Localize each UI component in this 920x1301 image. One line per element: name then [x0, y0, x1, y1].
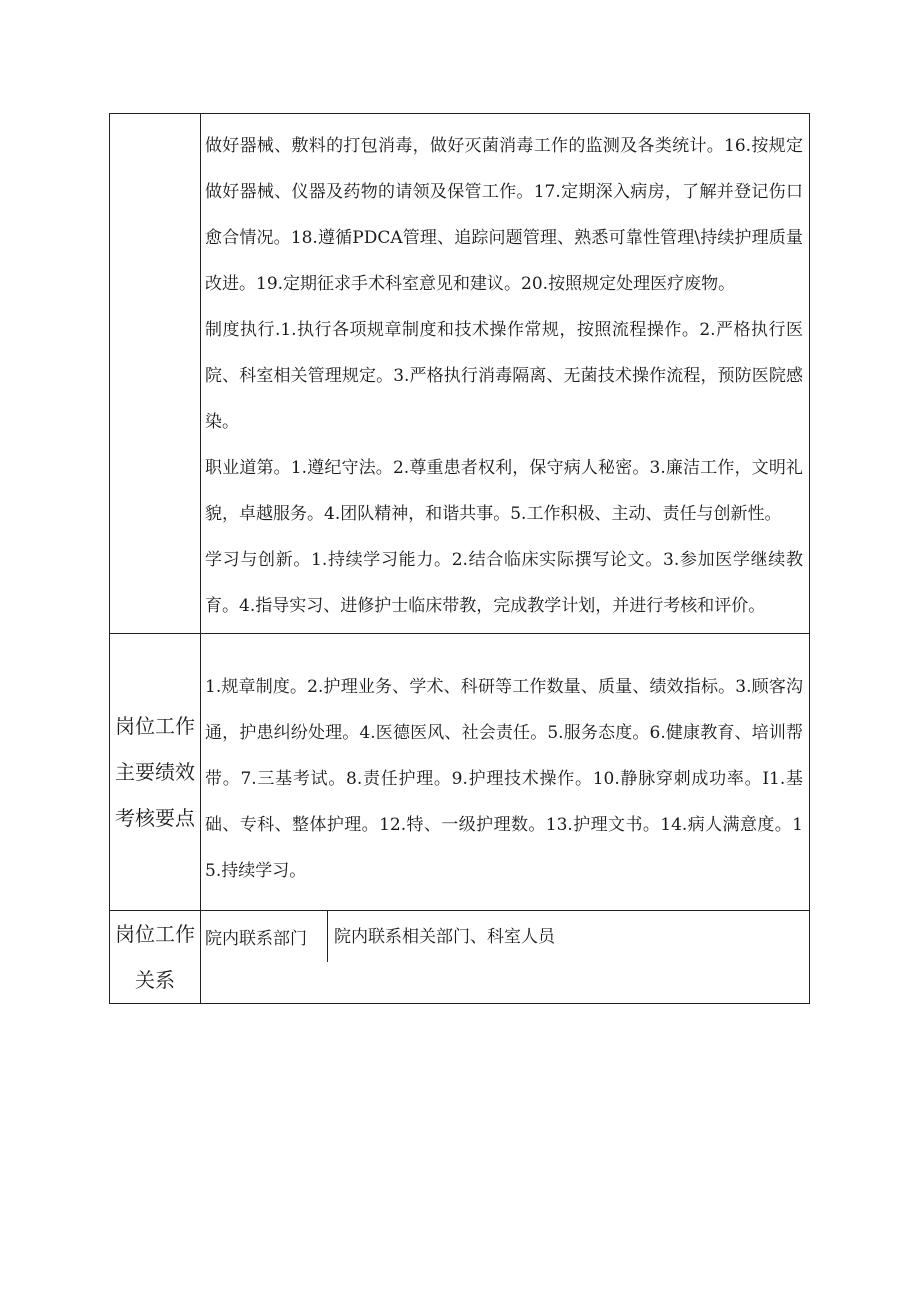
- duties-paragraph-4: 学习与创新。1.持续学习能力。2.结合临床实际撰写论文。3.参加医学继续教育。4.指导实习、进修护士临床带教，完成教学计划，并进行考核和评价。: [205, 550, 803, 616]
- relations-label: 岗位工作关系: [110, 911, 201, 1004]
- performance-row: [110, 634, 810, 911]
- duties-paragraph-2: 制度执行.1.执行各项规章制度和技术操作常规，按照流程操作。2.严格执行医院、科室相关管理规定。3.严格执行消毒隔离、无菌技术操作流程，预防医院感染。: [205, 320, 803, 432]
- duties-content-cell: [201, 114, 810, 634]
- relations-sub-label: 院内联系部门: [201, 911, 328, 962]
- duties-paragraph-1: 做好器械、敷料的打包消毒，做好灭菌消毒工作的监测及各类统计。16.按规定做好器械、仪器及药物的请领及保管工作。17.定期深入病房，了解并登记伤口愈合情况。18.遵循PDCA管理、追踪问题管理、熟悉可靠性管理\持续护理质量改进。19.定期征求手术科室意见和建议。20.按照规定处理医疗废物。: [205, 136, 803, 294]
- duties-row: [110, 114, 810, 634]
- relations-row: [110, 911, 810, 1004]
- performance-label: 岗位工作主要绩效考核要点: [110, 634, 201, 911]
- duties-paragraph-3: 职业道第。1.遵纪守法。2.尊重患者权利，保守病人秘密。3.廉洁工作，文明礼貌，卓越服务。4.团队精神，和谐共事。5.工作积极、主动、责任与创新性。: [205, 458, 803, 524]
- performance-text: 1.规章制度。2.护理业务、学术、科研等工作数量、质量、绩效指标。3.顾客沟通，护患纠纷处理。4.医德医风、社会责任。5.服务态度。6.健康教育、培训帮带。7.三基考试。8.责任护理。9.护理技术操作。10.静脉穿刺成功率。I1.基础、专科、整体护理。12.特、一级护理数。13.护理文书。14.病人满意度。15.持续学习。: [205, 677, 803, 881]
- relations-value: 院内联系相关部门、科室人员: [334, 926, 555, 947]
- performance-content-cell: [201, 634, 810, 911]
- duties-label: [110, 114, 201, 634]
- relations-content-cell: [201, 911, 810, 1004]
- relations-inner-table: [201, 911, 809, 962]
- job-description-table: [109, 113, 810, 1004]
